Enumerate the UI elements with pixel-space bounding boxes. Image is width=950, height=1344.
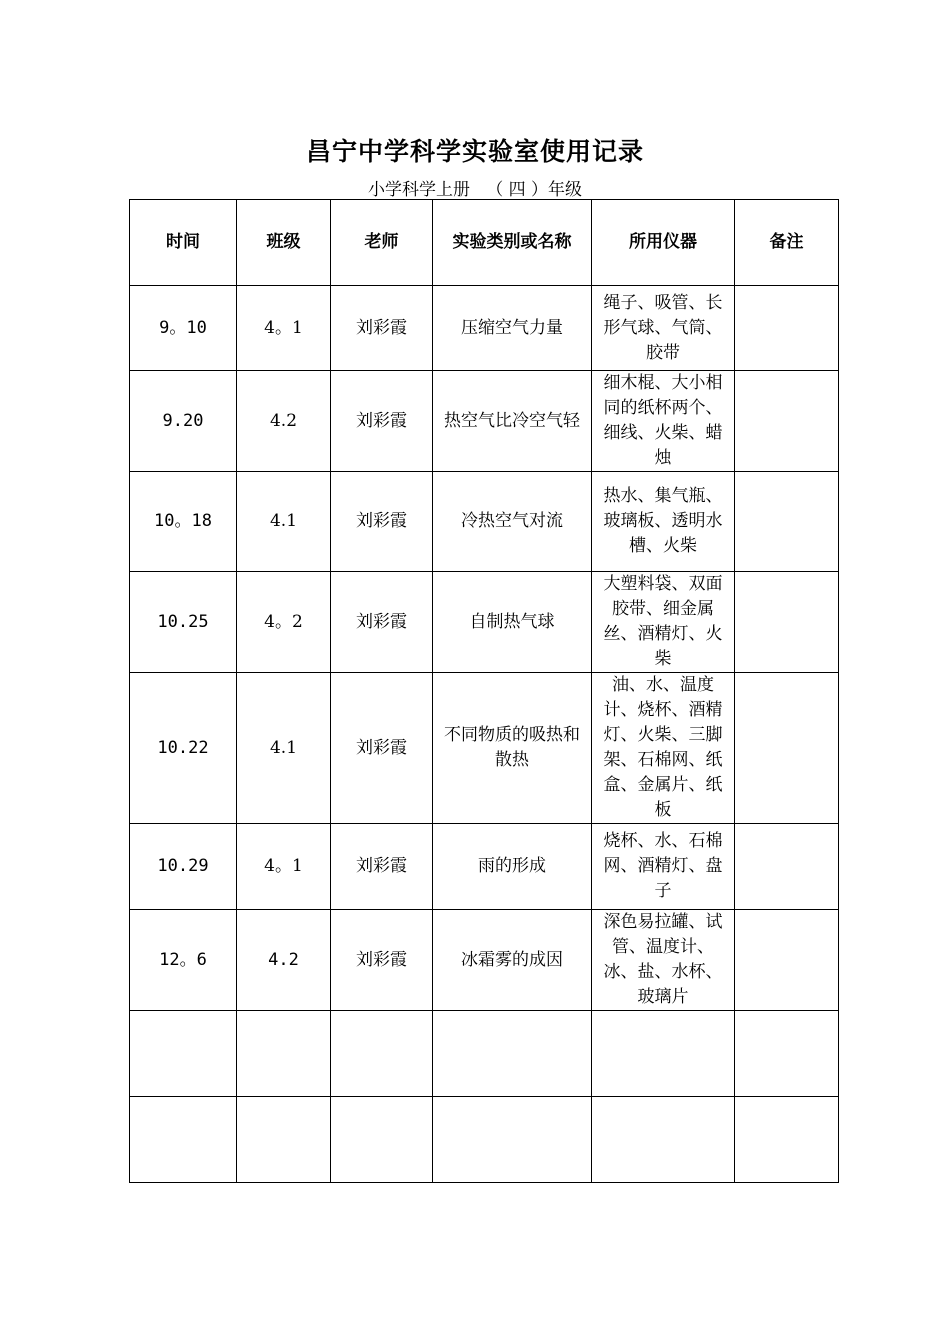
table-row [130, 572, 839, 673]
table-row [130, 371, 839, 472]
cell-time: 10.22 [130, 673, 237, 824]
lab-usage-table [129, 199, 839, 1183]
cell-note [735, 910, 839, 1011]
header-experiment: 实验类别或名称 [433, 200, 592, 286]
cell-class: 4。1 [237, 824, 331, 910]
cell-experiment: 不同物质的吸热和散热 [433, 673, 592, 824]
cell-note [735, 371, 839, 472]
header-class: 班级 [237, 200, 331, 286]
cell-instruments: 烧杯、水、石棉网、酒精灯、盘子 [592, 824, 735, 910]
cell-teacher: 刘彩霞 [331, 286, 433, 371]
cell-time: 9。10 [130, 286, 237, 371]
cell-class: 4.2 [237, 910, 331, 1011]
document-subtitle: 小学科学上册 （ 四 ）年级 [367, 180, 583, 200]
cell-teacher: 刘彩霞 [331, 472, 433, 572]
cell-note [735, 572, 839, 673]
cell-instruments [592, 1097, 735, 1183]
cell-experiment: 冰霜雾的成因 [433, 910, 592, 1011]
cell-experiment: 雨的形成 [433, 824, 592, 910]
table-row [130, 673, 839, 824]
cell-time: 10.25 [130, 572, 237, 673]
cell-experiment: 自制热气球 [433, 572, 592, 673]
cell-time: 12。6 [130, 910, 237, 1011]
cell-experiment [433, 1097, 592, 1183]
cell-experiment: 压缩空气力量 [433, 286, 592, 371]
cell-teacher: 刘彩霞 [331, 572, 433, 673]
cell-teacher: 刘彩霞 [331, 824, 433, 910]
cell-class: 4.2 [237, 371, 331, 472]
cell-class: 4.1 [237, 673, 331, 824]
cell-time: 9.20 [130, 371, 237, 472]
cell-instruments: 绳子、吸管、长形气球、气筒、胶带 [592, 286, 735, 371]
cell-instruments [592, 1011, 735, 1097]
table-row [130, 472, 839, 572]
cell-time: 10。18 [130, 472, 237, 572]
cell-teacher: 刘彩霞 [331, 910, 433, 1011]
cell-class: 4.1 [237, 472, 331, 572]
cell-instruments: 热水、集气瓶、玻璃板、透明水槽、火柴 [592, 472, 735, 572]
cell-teacher [331, 1097, 433, 1183]
cell-teacher: 刘彩霞 [331, 673, 433, 824]
cell-class: 4。1 [237, 286, 331, 371]
cell-class: 4。2 [237, 572, 331, 673]
cell-experiment: 热空气比冷空气轻 [433, 371, 592, 472]
cell-experiment [433, 1011, 592, 1097]
cell-class [237, 1011, 331, 1097]
cell-time [130, 1097, 237, 1183]
cell-instruments: 深色易拉罐、试管、温度计、冰、盐、水杯、玻璃片 [592, 910, 735, 1011]
table-row-empty [130, 1011, 839, 1097]
document-title: 昌宁中学科学实验室使用记录 [305, 137, 644, 166]
table-row [130, 286, 839, 371]
cell-instruments: 油、水、温度计、烧杯、酒精灯、火柴、三脚架、石棉网、纸盒、金属片、纸板 [592, 673, 735, 824]
header-time: 时间 [130, 200, 237, 286]
header-note: 备注 [735, 200, 839, 286]
table-row [130, 824, 839, 910]
cell-note [735, 1011, 839, 1097]
cell-time [130, 1011, 237, 1097]
cell-instruments: 细木棍、大小相同的纸杯两个、细线、火柴、蜡烛 [592, 371, 735, 472]
table-row-empty [130, 1097, 839, 1183]
header-instruments: 所用仪器 [592, 200, 735, 286]
cell-note [735, 1097, 839, 1183]
cell-time: 10.29 [130, 824, 237, 910]
cell-note [735, 824, 839, 910]
cell-experiment: 冷热空气对流 [433, 472, 592, 572]
cell-note [735, 286, 839, 371]
header-row [130, 200, 839, 286]
cell-instruments: 大塑料袋、双面胶带、细金属丝、酒精灯、火柴 [592, 572, 735, 673]
cell-teacher [331, 1011, 433, 1097]
cell-note [735, 472, 839, 572]
cell-note [735, 673, 839, 824]
cell-teacher: 刘彩霞 [331, 371, 433, 472]
table-row [130, 910, 839, 1011]
cell-class [237, 1097, 331, 1183]
header-teacher: 老师 [331, 200, 433, 286]
